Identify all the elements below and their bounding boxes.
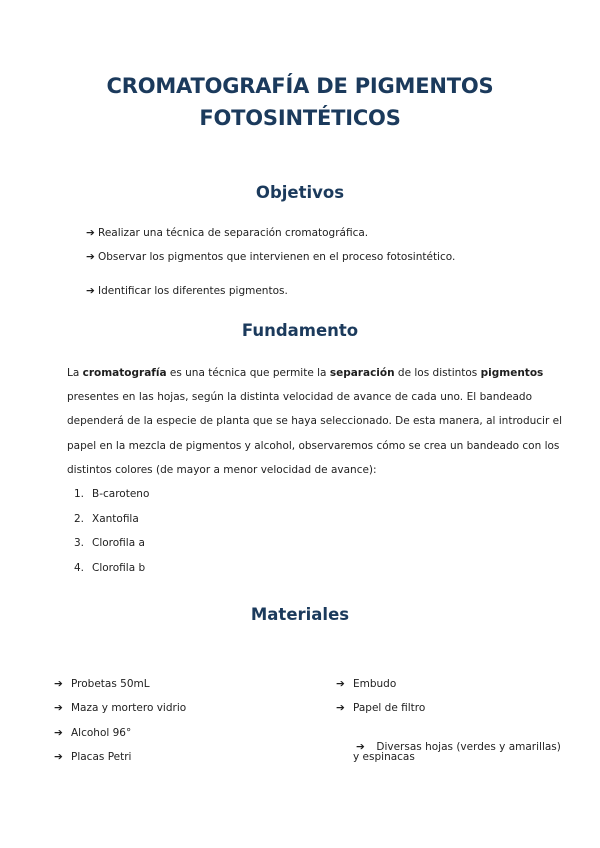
paragraph-line: distintos colores (de mayor a menor velocidad de avance): — [67, 463, 377, 476]
arrow-right-icon: ➔ — [336, 702, 345, 714]
material-text-continuation: y espinacas — [353, 751, 415, 763]
objetivo-text: Observar los pigmentos que intervienen en el proceso fotosintético. — [98, 251, 456, 263]
objetivo-text: Realizar una técnica de separación cromatográfica. — [98, 227, 369, 239]
bold-term: separación — [329, 367, 395, 379]
paragraph-line: dependerá de la especie de planta que se haya seleccionado. De esta manera, al introducir el — [67, 415, 562, 428]
list-item — [74, 536, 145, 550]
material-item — [336, 677, 396, 691]
list-item — [74, 487, 149, 501]
bold-term: cromatografía — [82, 367, 167, 379]
material-item — [54, 701, 186, 715]
arrow-right-icon: ➔ — [86, 285, 95, 297]
list-label: Clorofila b — [92, 562, 146, 574]
arrow-right-icon: ➔ — [86, 251, 95, 263]
list-label: Clorofila a — [92, 537, 145, 549]
material-text: Embudo — [353, 678, 397, 690]
title-line-2: FOTOSINTÉTICOS — [199, 106, 401, 130]
list-number: 2. — [74, 513, 85, 525]
arrow-right-icon: ➔ — [356, 741, 365, 753]
material-text: Maza y mortero vidrio — [71, 702, 187, 714]
list-number: 3. — [74, 537, 85, 549]
material-text: Probetas 50mL — [71, 678, 150, 690]
text-run: La — [67, 367, 83, 379]
text-run: es una técnica que permite la — [166, 367, 330, 379]
list-number: 4. — [74, 562, 85, 574]
title-line-1: CROMATOGRAFÍA DE PIGMENTOS — [106, 74, 494, 98]
paragraph-line: papel en la mezcla de pigmentos y alcohol, observaremos cómo se crea un bandeado con los — [67, 439, 560, 452]
arrow-right-icon: ➔ — [54, 751, 63, 763]
list-label: Xantofila — [92, 513, 139, 525]
material-text: Diversas hojas (verdes y amarillas) — [373, 741, 561, 753]
objetivos-heading: Objetivos — [255, 183, 345, 202]
material-item — [54, 677, 150, 691]
materiales-heading: Materiales — [250, 605, 350, 624]
list-number: 1. — [74, 488, 85, 500]
material-item — [54, 726, 131, 740]
paragraph-line: presentes en las hojas, según la distinta velocidad de avance de cada uno. El bandeado — [67, 391, 532, 404]
fundamento-paragraph — [67, 361, 562, 482]
material-text: Papel de filtro — [353, 702, 426, 714]
objetivo-text: Identificar los diferentes pigmentos. — [98, 285, 288, 297]
objetivo-item — [86, 284, 288, 298]
fundamento-heading: Fundamento — [241, 321, 359, 340]
material-text: Placas Petri — [71, 751, 132, 763]
list-item — [74, 561, 145, 575]
objetivo-item — [86, 250, 455, 264]
arrow-right-icon: ➔ — [54, 702, 63, 714]
bold-term: pigmentos — [480, 367, 544, 379]
arrow-right-icon: ➔ — [86, 227, 95, 239]
arrow-right-icon: ➔ — [336, 678, 345, 690]
arrow-right-icon: ➔ — [54, 678, 63, 690]
text-run: de los distintos — [394, 367, 481, 379]
arrow-right-icon: ➔ — [54, 727, 63, 739]
material-text: Alcohol 96° — [71, 727, 132, 739]
list-item — [74, 512, 139, 526]
paragraph-line — [67, 361, 544, 385]
list-label: B-caroteno — [92, 488, 150, 500]
objetivo-item — [86, 226, 368, 240]
page-title — [60, 70, 540, 134]
material-item — [336, 701, 425, 715]
material-item — [54, 750, 131, 764]
